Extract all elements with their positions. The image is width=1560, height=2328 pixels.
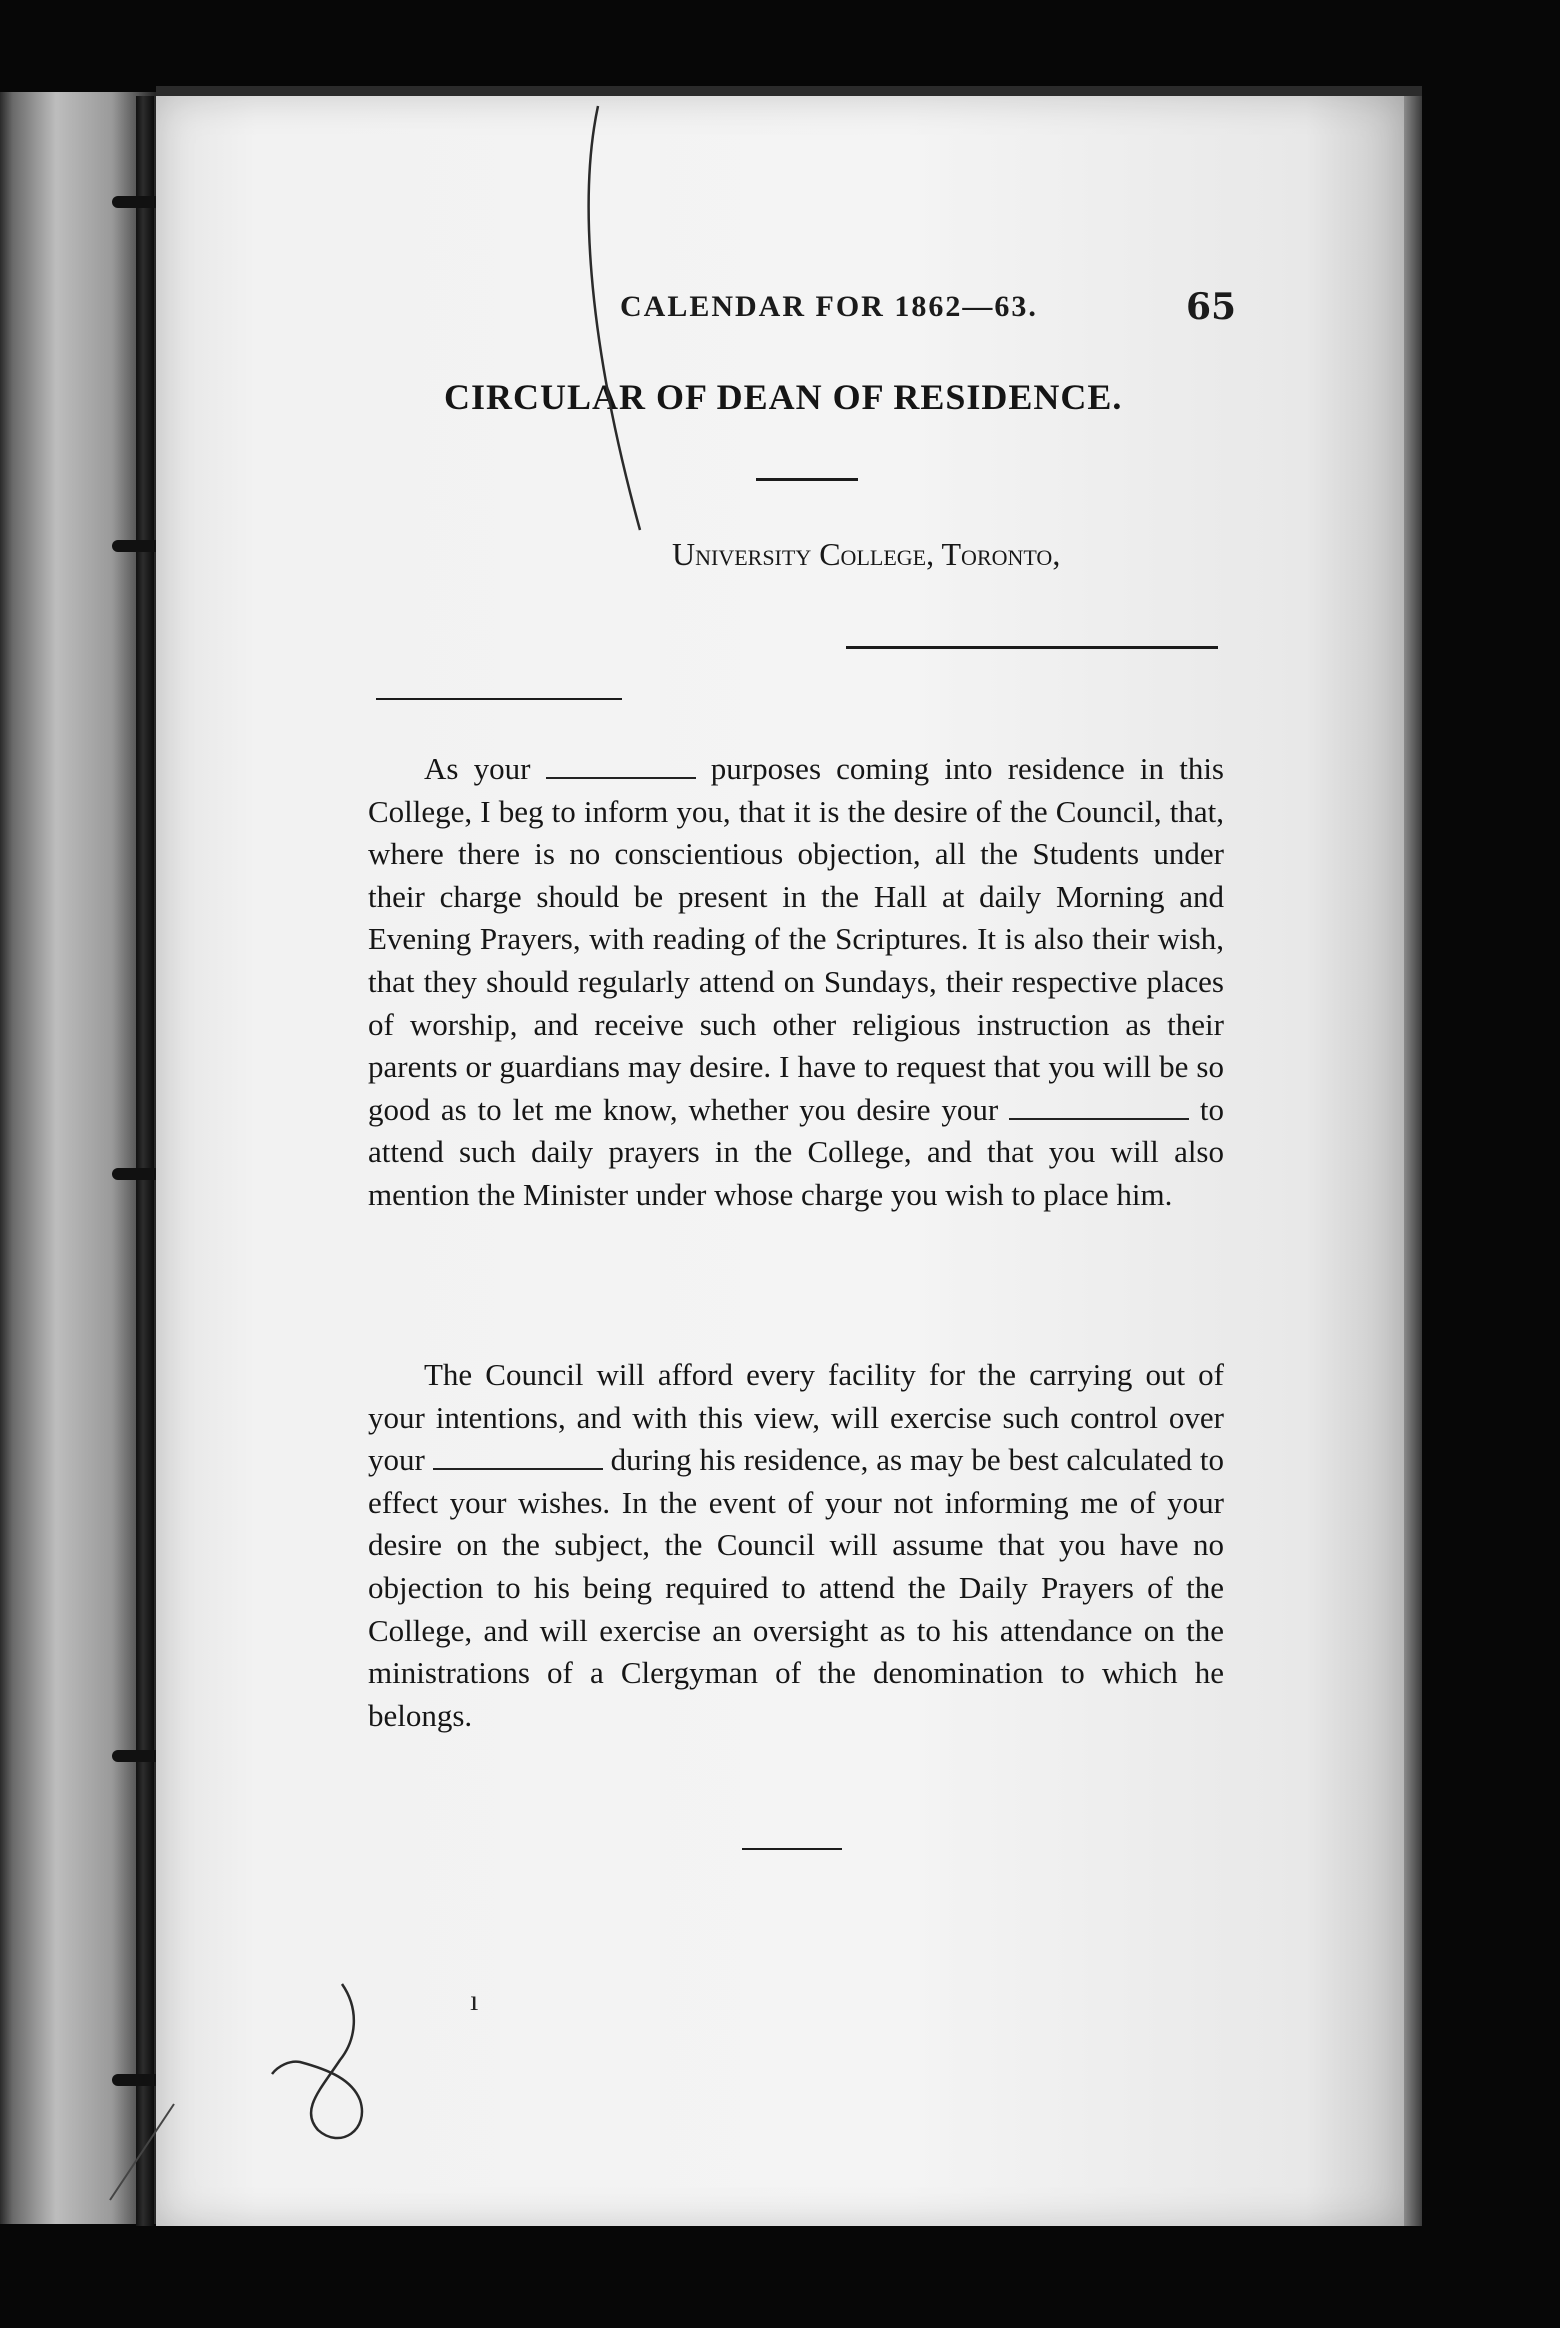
paragraph-1-text: As your	[424, 751, 546, 786]
pencil-stroke	[589, 106, 640, 530]
page-number: 65	[1186, 286, 1237, 328]
pencil-stroke	[110, 2104, 174, 2200]
paragraph-1-text: purposes coming into residence in this College, I beg to inform you, that it is the desire of the Council, that, where there is no conscientious objection, all the Students under their charge should be present in the Hall at daily Morning and Evening Prayers, with reading of the Scriptures. It is also their wish, that they should regularly attend on Sundays, their respective places of worship, and receive such other religious instruction as their parents or guardians may desire. I have to request that you will be so good as to let me know, whether you desire your	[368, 751, 1224, 1127]
paragraph-2-text: The Council will afford every facility for the carrying out of your intentions, and with this view, will exercise such control over your	[368, 1357, 1224, 1478]
paragraph-2-text: during his residence, as may be best calculated to effect your wishes. In the event of your not informing me of your desire on the subject, the Council will assume that you have no objection to his being required to attend the Daily Prayers of the College, and will exercise an oversight as to his attendance on the ministrations of a Clergyman of the denomination to which he belongs.	[368, 1442, 1225, 1733]
stray-mark: ı	[470, 1984, 479, 2017]
address-line: University College, Toronto,	[672, 536, 1061, 572]
document-title: CIRCULAR OF DEAN OF RESIDENCE.	[444, 377, 1123, 417]
handwritten-mark	[272, 1984, 362, 2138]
paragraph-1-text: to attend such daily prayers in the College, and that you will also mention the Minister under whose charge you wish to place him.	[368, 1091, 1224, 1212]
running-head: CALENDAR FOR 1862—63.	[620, 290, 1038, 323]
